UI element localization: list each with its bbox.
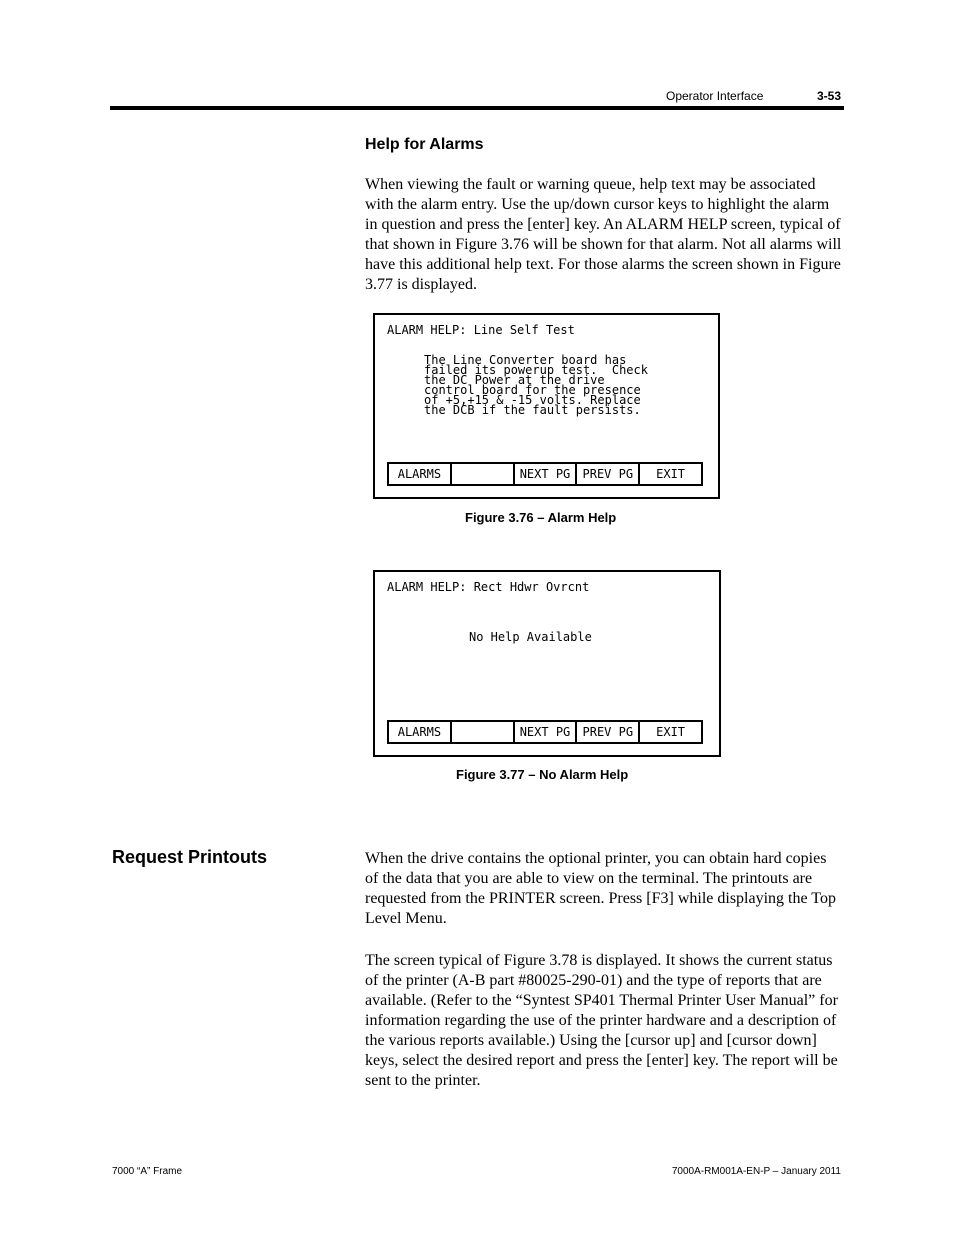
help-text-line: of +5,+15 & -15 volts. Replace xyxy=(424,393,641,407)
f4-prev-page-key[interactable]: PREV PG xyxy=(577,464,640,484)
f1-alarms-key[interactable]: ALARMS xyxy=(389,722,452,742)
function-key-bar xyxy=(387,720,703,744)
footer-publication-id: 7000A-RM001A-EN-P – January 2011 xyxy=(671,1166,841,1177)
f1-alarms-key[interactable]: ALARMS xyxy=(389,464,452,484)
footer-document-title: 7000 “A” Frame xyxy=(112,1166,183,1177)
help-for-alarms-paragraph: When viewing the fault or warning queue, help text may be associated with the alarm entry. Use the up/down cursor keys to highlight the alarm in question and press the [enter] key. An ALARM HELP screen, typical of that shown in Figure 3.76 will be shown for that alarm. Not all alarms will have this additional help text. For those alarms the screen shown in Figure 3.77 is displayed. xyxy=(365,176,842,293)
no-alarm-help-terminal-screen xyxy=(373,570,721,757)
request-printouts-paragraph-1: When the drive contains the optional printer, you can obtain hard copies of the data that you are able to view on the terminal. The printouts are requested from the PRINTER screen. Press [F3] while displaying the Top Level Menu. xyxy=(365,850,836,927)
no-help-message: No Help Available xyxy=(469,630,592,644)
help-text-line: the DCB if the fault persists. xyxy=(424,403,641,417)
f5-exit-key[interactable]: EXIT xyxy=(656,725,686,739)
section-heading-help-for-alarms: Help for Alarms xyxy=(365,136,484,153)
help-text-line: The Line Converter board has xyxy=(424,353,627,367)
page-number: 3-53 xyxy=(817,89,842,103)
f3-next-page-key[interactable]: NEXT PG xyxy=(515,464,578,484)
f2-blank-key[interactable] xyxy=(452,464,515,484)
screen-title: ALARM HELP: Rect Hdwr Ovrcnt xyxy=(387,580,590,594)
section-heading-request-printouts: Request Printouts xyxy=(112,847,268,867)
running-header-section: Operator Interface xyxy=(666,89,764,103)
alarm-help-terminal-screen xyxy=(373,313,720,499)
header-rule xyxy=(110,106,844,110)
f5-exit-key[interactable]: EXIT xyxy=(656,467,686,481)
request-printouts-paragraph-2: The screen typical of Figure 3.78 is displayed. It shows the current status of the printer (A-B part #80025-290-01) and the type of reports that are available. (Refer to the “Syntest SP401 Thermal Printer User Manual” for information regarding the use of the printer hardware and a description of the various reports available.) Using the [cursor up] and [cursor down] keys, select the desired report and press the [enter] key. The report will be sent to the printer. xyxy=(365,952,838,1089)
f2-blank-key[interactable] xyxy=(452,722,515,742)
function-key-bar xyxy=(387,462,703,486)
figure-caption: Figure 3.77 – No Alarm Help xyxy=(456,767,629,782)
help-text-line: control board for the presence xyxy=(424,383,641,397)
screen-title: ALARM HELP: Line Self Test xyxy=(387,323,575,337)
help-text-line: failed its powerup test. Check xyxy=(424,363,648,377)
f3-next-page-key[interactable]: NEXT PG xyxy=(515,722,578,742)
help-text-line: the DC Power at the drive xyxy=(424,373,605,387)
f4-prev-page-key[interactable]: PREV PG xyxy=(577,722,640,742)
figure-caption: Figure 3.76 – Alarm Help xyxy=(465,510,617,525)
